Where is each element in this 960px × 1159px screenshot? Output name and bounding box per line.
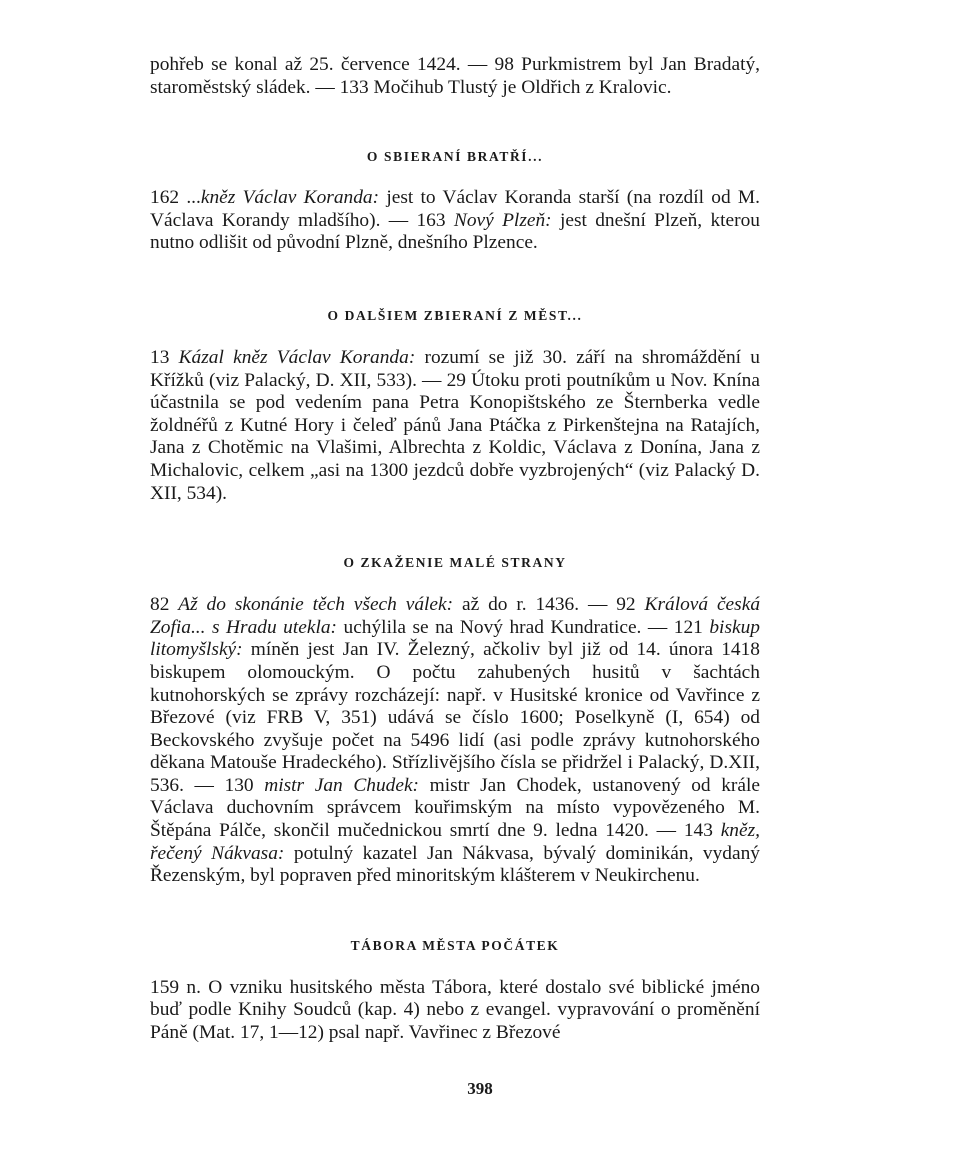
section-heading: TÁBORA MĚSTA POČÁTEK — [350, 937, 560, 953]
text-run: 162 ... — [150, 187, 201, 209]
page-body — [150, 54, 760, 1045]
italic-lemma: Králová česká Zofia... s Hradu utekla: — [150, 594, 761, 638]
text-run: mistr Jan Chodek, ustanovený od krále Václava duchovním správcem kouřimským na místo vypovězeného M. Štěpána Pálče, skončil mučednickou smrtí dne 9. ledna 1420. — 143 — [150, 774, 760, 842]
text-run: jest dnešní Plzeň, kterou nutno odlišit od původní Plzně, dnešního Plzence. — [150, 209, 760, 254]
text-run: až do r. 1436. — 92 — [453, 594, 645, 616]
text-run: 13 — [150, 346, 179, 368]
section-paragraph — [150, 347, 760, 505]
text-run: rozumí se již 30. září na shromáždění u Křížků (viz Palacký, D. XII, 533). — 29 Útoku proti poutníkům u Nov. Knína účastnila se pod vedením pana Petra Konopištského ze Šternberka vedle žoldnéřů z Kutné Hory i čeleď pánů Jana Ptáčka z Pirkenštejna na Ratajích, Jana z Chotěmic na Vlašimi, Albrechta z Koldic, Václava z Donína, Jana z Michalovic, celkem „asi na 1300 jezdců dobře vyzbrojených“ (viz Palacký D. XII, 534). — [150, 346, 760, 504]
intro-paragraph — [150, 54, 760, 99]
intro-text: pohřeb se konal až 25. července 1424. — 98 Purkmistrem byl Jan Bradatý, staroměstský sládek. — 133 Močihub Tlustý je Oldřich z Kralovic. — [150, 54, 760, 98]
text-run: 82 — [150, 594, 179, 616]
italic-lemma: Kázal kněz Václav Koranda: — [178, 346, 416, 368]
text-run: uchýlila se na Nový hrad Kundratice. — 121 — [337, 616, 710, 638]
text-run: potulný kazatel Jan Nákvasa, bývalý dominikán, vydaný Řezenským, byl popraven před minoritským klášterem v Neukirchenu. — [150, 842, 760, 887]
section-heading: O ZKAŽENIE MALÉ STRANY — [343, 555, 567, 571]
italic-lemma: mistr Jan Chudek: — [264, 774, 420, 796]
section-heading: O SBIERANÍ BRATŘÍ... — [366, 149, 544, 165]
section-paragraph — [150, 187, 760, 255]
page-number: 398 — [467, 1079, 493, 1098]
section-paragraph — [150, 977, 760, 1045]
section-heading: O DALŠIEM ZBIERANÍ Z MĚST... — [327, 307, 583, 323]
section-paragraph — [150, 594, 760, 888]
italic-lemma: Nový Plzeň: — [453, 209, 552, 231]
text-run: jest to Václav Koranda starší (na rozdíl od M. Václava Korandy mladšího). — 163 — [150, 187, 760, 231]
italic-lemma: kněz, řečený Nákvasa: — [150, 820, 760, 864]
text-run: míněn jest Jan IV. Železný, ačkoliv byl již od 14. února 1418 biskupem olomouckým. O počtu zahubených husitů v šachtách kutnohorských se zprávy rozcházejí: např. v Husitské kronice od Vavřince z Březové (viz FRB V, 351) udává se číslo 1600; Poselkyně (I, 654) od Beckovského zvyšuje počet na 5496 lidí (asi podle zprávy kutnohorského děkana Matouše Hradeckého). Střízlivějšího čísla se přidržel i Palacký, D.XII, 536. — 130 — [150, 639, 760, 796]
italic-lemma: kněz Václav Koranda: — [200, 187, 380, 209]
italic-lemma: Až do skonánie těch všech válek: — [178, 594, 454, 616]
text-run: 159 n. O vzniku husitského města Tábora, které dostalo své biblické jméno buď podle Knihy Soudců (kap. 4) nebo z evangel. vypravování o proměnění Páně (Mat. 17, 1—12) psal např. Vavřinec z Březové — [150, 976, 760, 1044]
italic-lemma: biskup litomyšlský: — [150, 616, 760, 661]
